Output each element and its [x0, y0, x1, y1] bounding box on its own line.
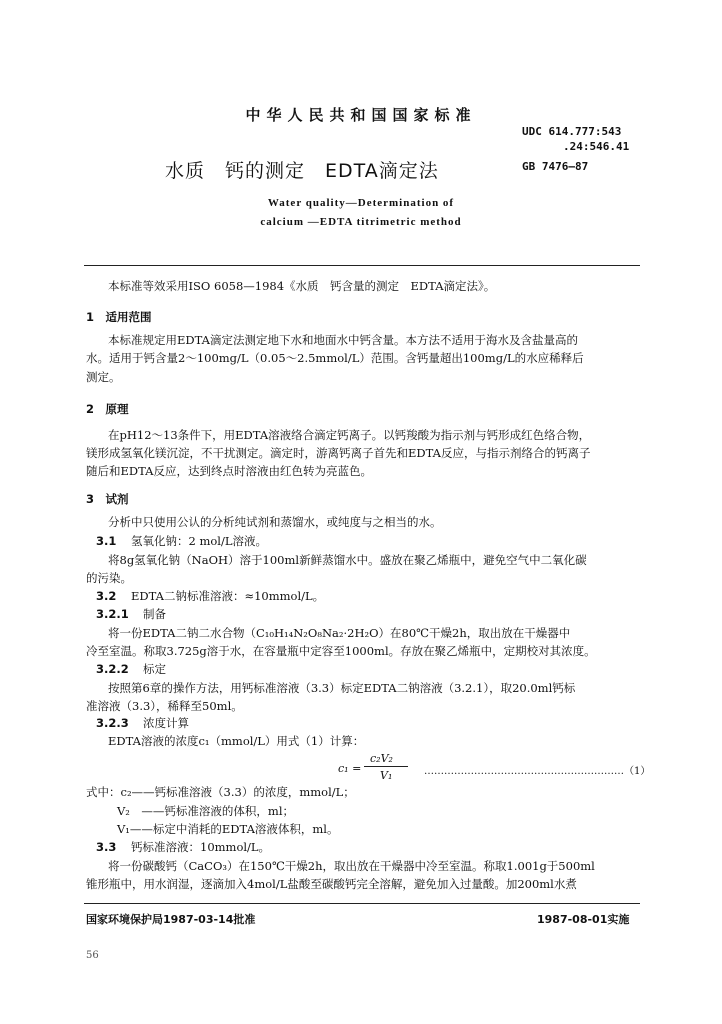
page-number: 56	[86, 950, 99, 961]
where-line2: V₂ ——钙标准溶液的体积，ml；	[117, 804, 294, 818]
udc-code-line1: UDC 614.777:543	[522, 125, 622, 138]
section-3-2-1-label: 3.2.1	[96, 607, 129, 621]
section-2-heading: 2 原理	[86, 402, 129, 416]
section-3-2-title: EDTA二钠标准溶液：≈10mmol/L。	[131, 589, 325, 603]
section-3-3-label: 3.3	[96, 840, 117, 854]
section-3-2-3-label: 3.2.3	[96, 716, 129, 730]
section-3-2-3-line1: EDTA溶液的浓度c₁（mmol/L）用式（1）计算：	[108, 734, 365, 748]
section-3-2-1-line2: 冷至室温。称取3.725g溶于水，在容量瓶中定容至1000ml。存放在聚乙烯瓶中，定期校对其浓度。	[86, 644, 596, 658]
section-1-line1: 本标准规定用EDTA滴定法测定地下水和地面水中钙含量。本方法不适用于海水及含盐量高的	[108, 333, 578, 347]
section-3-2-1-line1: 将一份EDTA二钠二水合物（C₁₀H₁₄N₂O₈Na₂·2H₂O）在80℃干燥2h，取出放在干燥器中	[108, 626, 571, 640]
section-2-line2: 镁形成氢氧化镁沉淀，不干扰测定。滴定时，游离钙离子首先和EDTA反应，与指示剂络合的钙离子	[86, 446, 591, 460]
section-3-1-line2: 的污染。	[86, 571, 132, 585]
section-2-line3: 随后和EDTA反应，达到终点时溶液由红色转为亮蓝色。	[86, 464, 372, 478]
section-1-line3: 测定。	[86, 370, 121, 384]
approval-date: 国家环境保护局1987-03-14批准	[86, 913, 256, 926]
where-line1: 式中：c₂——钙标准溶液（3.3）的浓度，mmol/L；	[86, 785, 355, 799]
formula-denominator: V₁	[380, 769, 393, 782]
section-3-intro: 分析中只使用公认的分析纯试剂和蒸馏水，或纯度与之相当的水。	[108, 515, 442, 529]
section-1-heading: 1 适用范围	[86, 310, 152, 324]
section-3-3-title: 钙标准溶液：10mmol/L。	[131, 840, 271, 854]
intro-text: 本标准等效采用ISO 6058—1984《水质 钙含量的测定 EDTA滴定法》。	[108, 279, 496, 293]
standard-name: 中华人民共和国国家标准	[245, 106, 477, 124]
effective-date: 1987-08-01实施	[537, 913, 630, 926]
section-3-3-line1: 将一份碳酸钙（CaCO₃）在150℃干燥2h，取出放在干燥器中冷至室温。称取1.001g于500ml	[108, 859, 595, 873]
section-3-2-2-label: 3.2.2	[96, 662, 129, 676]
section-2-line1: 在pH12～13条件下，用EDTA溶液络合滴定钙离子。以钙羧酸为指示剂与钙形成红色络合物，	[108, 428, 591, 442]
formula-numerator: c₂V₂	[370, 752, 393, 765]
section-3-1-title: 氢氧化钠：2 mol/L溶液。	[131, 534, 267, 548]
section-3-2-3-title: 浓度计算	[143, 716, 189, 730]
gb-number: GB 7476—87	[522, 160, 589, 173]
section-1-line2: 水。适用于钙含量2～100mg/L（0.05～2.5mmol/L）范围。含钙量超出100mg/L的水应稀释后	[86, 351, 584, 365]
section-3-2-1-title: 制备	[143, 607, 166, 621]
document-title: 水质 钙的测定 EDTA滴定法	[165, 160, 439, 182]
section-3-1-line1: 将8g氢氧化钠（NaOH）溶于100ml新鲜蒸馏水中。盛放在聚乙烯瓶中，避免空气中二氧化碳	[108, 553, 587, 567]
formula-lhs: c₁ =	[338, 762, 362, 775]
section-3-2-2-line2: 准溶液（3.3），稀释至50ml。	[86, 699, 243, 713]
section-3-1-label: 3.1	[96, 534, 117, 548]
footer-divider	[84, 903, 640, 904]
where-line3: V₁——标定中消耗的EDTA溶液体积，ml。	[117, 822, 339, 836]
fraction-bar	[364, 766, 408, 767]
header-divider	[84, 265, 640, 266]
section-3-heading: 3 试剂	[86, 492, 129, 506]
english-title-line2: calcium —EDTA titrimetric method	[260, 216, 462, 228]
formula-number: ……………………………………………………（1）	[424, 766, 651, 777]
section-3-2-2-title: 标定	[143, 662, 166, 676]
section-3-3-line2: 锥形瓶中，用水润湿，逐滴加入4mol/L盐酸至碳酸钙完全溶解，避免加入过量酸。加200ml水煮	[86, 877, 577, 891]
section-3-2-label: 3.2	[96, 589, 117, 603]
english-title-line1: Water quality—Determination of	[267, 197, 455, 209]
section-3-2-2-line1: 按照第6章的操作方法，用钙标准溶液（3.3）标定EDTA二钠溶液（3.2.1），取20.0ml钙标	[108, 681, 576, 695]
udc-code-line2: .24:546.41	[563, 140, 630, 153]
